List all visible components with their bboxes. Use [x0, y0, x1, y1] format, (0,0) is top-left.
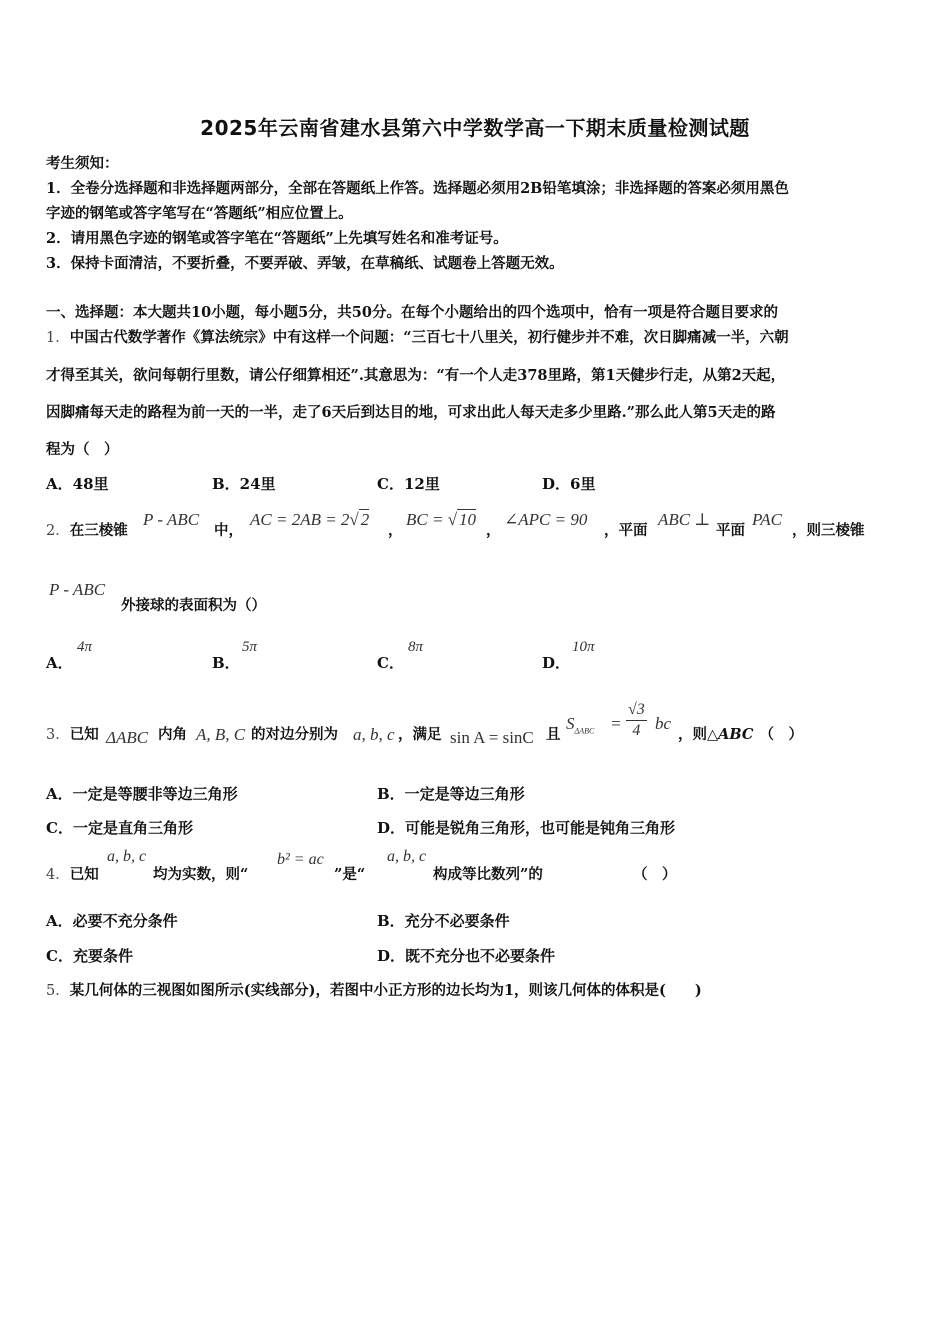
q3-math-equals: =	[610, 714, 622, 733]
q2-option-a-label: A．	[46, 654, 73, 672]
q1-text-1: 中国古代数学著作《算法统宗》中有这样一个问题：“三百七十八里关，初行健步并不难，次日脚痛减一半，六朝	[69, 329, 789, 346]
q5-number: 5．	[46, 983, 70, 999]
q3-text-5: 且	[546, 726, 561, 743]
q3-option-c: C．一定是直角三角形	[46, 819, 193, 837]
q3-math-sides: a, b, c	[353, 725, 395, 744]
q2-text-3: ，	[388, 522, 403, 539]
q3-math-triangle: ΔABC	[106, 728, 149, 747]
q5-line-1	[46, 979, 702, 1000]
q3-number: 3．	[46, 727, 70, 743]
q2-math-ac: AC = 2AB = 2√ 2	[250, 510, 370, 529]
q3-area-symbol: S	[566, 714, 575, 733]
q4-option-c: C．充要条件	[46, 947, 133, 965]
q3-math-area	[566, 714, 594, 735]
q2-option-d-label: D．	[542, 654, 571, 672]
q2-line-1	[46, 519, 128, 540]
q3-text-4: ，满足	[398, 726, 442, 743]
q1-number: 1．	[46, 330, 70, 346]
q4-number: 4．	[46, 867, 70, 883]
q3-line-end	[678, 723, 803, 744]
q2-math-angle: ∠APC = 90	[504, 510, 588, 529]
q1-line-3: 因脚痛每天走的路程为前一天的一半，走了6天后到达目的地，可求出此人每天走多少里路.”那么此人第5天走的路	[46, 404, 776, 421]
q2-text-8: 外接球的表面积为（）	[121, 597, 266, 614]
q3-fraction	[626, 700, 647, 741]
q3-fraction-numerator: √3	[626, 700, 647, 721]
q2-number: 2．	[46, 523, 70, 539]
q2-text-2: 中，	[214, 522, 243, 539]
q4-text-3: ”是“	[334, 866, 366, 883]
q3-text-8: （ ）	[759, 726, 803, 743]
q3-text-7: ABC	[718, 726, 754, 743]
q4-text-4: 构成等比数列”的	[433, 866, 543, 883]
q4-line-1	[46, 863, 99, 884]
q2-option-b-value: 5π	[242, 639, 258, 655]
q2-text-1: 在三棱锥	[69, 522, 128, 539]
q1-option-b: B．24里	[212, 475, 276, 493]
q4-math-abc-2: a, b, c	[387, 848, 427, 865]
page-title: 2025年云南省建水县第六中学数学高一下期末质量检测试题	[200, 116, 750, 140]
q4-option-d: D．既不充分也不必要条件	[377, 947, 556, 965]
notice-item-2: 2．请用黑色字迹的钢笔或答字笔在“答题纸”上先填写姓名和准考证号。	[46, 230, 508, 247]
q3-text-6: ，则△	[678, 726, 719, 743]
q3-math-angles: A, B, C	[196, 725, 246, 744]
q3-text-3: 的对边分别为	[251, 726, 338, 743]
q1-option-a: A．48里	[46, 475, 109, 493]
q2-option-d-value: 10π	[572, 639, 595, 655]
q3-option-b: B．一定是等边三角形	[377, 785, 525, 803]
section-heading: 一、选择题：本大题共10小题，每小题5分，共50分。在每个小题给出的四个选项中，恰有一项是符合题目要求的	[46, 304, 778, 321]
q2-text-4: ，	[486, 522, 501, 539]
q4-text-2: 均为实数，则“	[153, 866, 249, 883]
q2-option-a-value: 4π	[77, 639, 93, 655]
q2-text-6: 平面	[716, 522, 745, 539]
q4-math-abc: a, b, c	[107, 848, 147, 865]
q3-option-d: D．可能是锐角三角形，也可能是钝角三角形	[377, 819, 676, 837]
q2-option-c-value: 8π	[408, 639, 424, 655]
q2-option-c-label: C．	[377, 654, 404, 672]
q2-math-bc: BC = √ 10	[406, 510, 477, 529]
q3-option-a: A．一定是等腰非等边三角形	[46, 785, 238, 803]
q4-option-b: B．充分不必要条件	[377, 912, 510, 930]
q1-line-4: 程为（ ）	[46, 441, 119, 458]
notice-item-3: 3．保持卡面清洁，不要折叠，不要弄破、弄皱，在草稿纸、试题卷上答题无效。	[46, 255, 564, 272]
notice-heading: 考生须知：	[46, 155, 119, 172]
q4-math-condition: b² = ac	[277, 851, 324, 868]
q1-option-d: D．6里	[542, 475, 596, 493]
q1-line-1	[46, 326, 789, 347]
q3-fraction-denominator: 4	[632, 722, 641, 739]
q2-math-pyramid-2: P - ABC	[49, 580, 106, 599]
q2-math-pyramid: P - ABC	[143, 510, 200, 529]
q4-option-a: A．必要不充分条件	[46, 912, 178, 930]
q3-text-1: 已知	[69, 726, 99, 743]
q4-text-1: 已知	[69, 866, 99, 883]
q3-line-1	[46, 723, 99, 744]
notice-item-1a: 1．全卷分选择题和非选择题两部分，全部在答题纸上作答。选择题必须用2B铅笔填涂；非选择题的答案必须用黑色	[46, 180, 789, 197]
q2-text-5: ，平面	[604, 522, 648, 539]
q5-text: 某几何体的三视图如图所示(实线部分)，若图中小正方形的边长均为1，则该几何体的体积是( )	[69, 982, 702, 999]
q3-area-subscript: ΔABC	[574, 726, 595, 736]
notice-item-1b: 字迹的钢笔或答字笔写在“答题纸”相应位置上。	[46, 205, 353, 222]
q3-text-2: 内角	[158, 726, 187, 743]
q3-math-bc: bc	[655, 714, 672, 733]
q2-math-plane-abc: ABC ⊥	[658, 510, 711, 529]
q4-text-5: （ ）	[633, 866, 677, 883]
q2-math-plane-pac: PAC	[752, 510, 782, 529]
q1-option-c: C．12里	[377, 475, 440, 493]
q2-option-b-label: B．	[212, 654, 240, 672]
q3-math-sine: sin A = sinC	[450, 728, 534, 747]
q2-text-7: ，则三棱锥	[792, 522, 865, 539]
q1-line-2: 才得至其关，欲问每朝行里数，请公仔细算相还”.其意思为：“有一个人走378里路，第1天健步行走，从第2天起，	[46, 367, 786, 384]
